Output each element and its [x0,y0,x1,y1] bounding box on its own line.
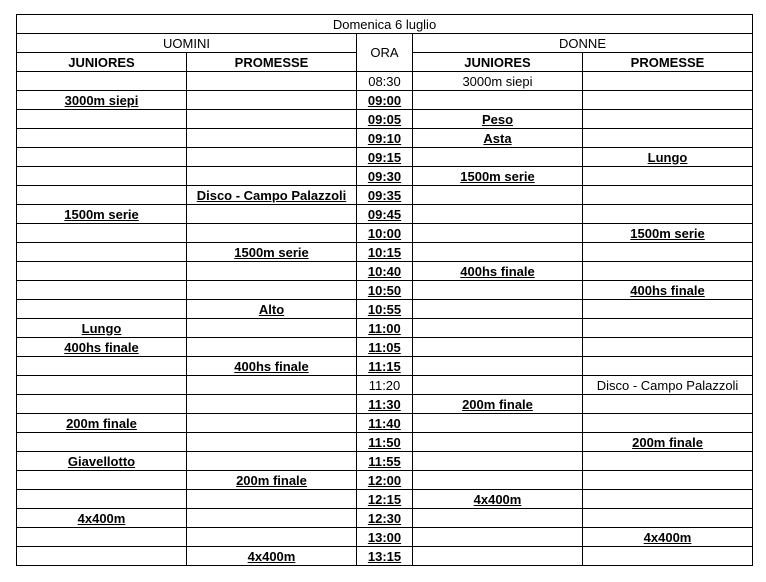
time-label: 09:35 [367,187,402,203]
cell-time [357,471,413,490]
cell-donne-promesse [583,547,753,566]
cell-donne-juniores [413,452,583,471]
cell-donne-juniores [413,186,583,205]
cell-time [357,224,413,243]
header-uomini-promesse: PROMESSE [187,53,357,72]
header-donne-promesse: PROMESSE [583,53,753,72]
cell-time [357,528,413,547]
cell-time [357,357,413,376]
cell-uomini-promesse [187,490,357,509]
table-row [17,281,753,300]
schedule-body [17,72,753,566]
time-label: 11:55 [368,453,401,469]
time-label: 11:20 [368,377,401,393]
cell-uomini-juniores [17,490,187,509]
cell-donne-promesse [583,224,753,243]
event-label: 4x400m [473,491,522,507]
table-row [17,528,753,547]
cell-donne-juniores [413,72,583,91]
cell-uomini-juniores [17,547,187,566]
cell-time [357,205,413,224]
time-label: 09:00 [367,92,402,108]
time-label: 10:40 [367,263,402,279]
cell-uomini-juniores [17,205,187,224]
event-label: Disco - Campo Palazzoli [596,377,739,393]
schedule-title: Domenica 6 luglio [17,15,753,34]
cell-donne-juniores [413,167,583,186]
event-label: Giavellotto [67,453,136,469]
header-donne-juniores: JUNIORES [413,53,583,72]
cell-time [357,148,413,167]
time-label: 12:15 [367,491,402,507]
cell-donne-juniores [413,395,583,414]
cell-donne-juniores [413,110,583,129]
time-label: 11:05 [368,339,401,355]
cell-uomini-promesse [187,148,357,167]
cell-donne-promesse [583,262,753,281]
cell-time [357,91,413,110]
time-label: 09:45 [367,206,402,222]
table-row [17,452,753,471]
cell-donne-promesse [583,110,753,129]
cell-donne-promesse [583,395,753,414]
cell-donne-juniores [413,224,583,243]
cell-uomini-juniores [17,433,187,452]
cell-donne-juniores [413,281,583,300]
cell-uomini-promesse [187,338,357,357]
cell-uomini-juniores [17,471,187,490]
cell-uomini-juniores [17,452,187,471]
cell-uomini-promesse [187,471,357,490]
cell-uomini-promesse [187,395,357,414]
cell-uomini-promesse [187,376,357,395]
cell-time [357,509,413,528]
time-label: 13:00 [367,529,402,545]
cell-uomini-juniores [17,262,187,281]
cell-uomini-juniores [17,243,187,262]
cell-uomini-promesse [187,509,357,528]
cell-donne-promesse [583,338,753,357]
time-label: 08:30 [368,73,401,89]
table-row [17,205,753,224]
cell-time [357,338,413,357]
cell-donne-promesse [583,433,753,452]
table-row [17,110,753,129]
cell-uomini-promesse [187,281,357,300]
cell-uomini-promesse [187,72,357,91]
cell-uomini-juniores [17,319,187,338]
table-row [17,338,753,357]
cell-donne-promesse [583,490,753,509]
cell-donne-juniores [413,433,583,452]
cell-uomini-juniores [17,186,187,205]
time-label: 11:50 [368,434,401,450]
cell-uomini-promesse [187,357,357,376]
table-row [17,376,753,395]
table-row [17,167,753,186]
cell-uomini-juniores [17,300,187,319]
cell-uomini-promesse [187,452,357,471]
cell-uomini-juniores [17,414,187,433]
cell-time [357,490,413,509]
cell-donne-promesse [583,243,753,262]
time-label: 10:50 [367,282,402,298]
cell-uomini-promesse [187,528,357,547]
table-row [17,395,753,414]
time-label: 11:30 [368,396,401,412]
cell-uomini-promesse [187,186,357,205]
cell-donne-juniores [413,129,583,148]
cell-donne-juniores [413,414,583,433]
cell-donne-juniores [413,205,583,224]
cell-donne-juniores [413,91,583,110]
cell-donne-promesse [583,129,753,148]
table-row [17,547,753,566]
table-row [17,224,753,243]
cell-donne-promesse [583,528,753,547]
time-label: 12:00 [367,472,402,488]
event-label: 1500m serie [630,225,705,241]
time-label: 10:15 [367,244,402,260]
cell-time [357,395,413,414]
cell-time [357,281,413,300]
event-label: 4x400m [247,548,296,564]
cell-donne-juniores [413,376,583,395]
table-row [17,243,753,262]
cell-uomini-promesse [187,433,357,452]
cell-time [357,110,413,129]
cell-donne-promesse [583,186,753,205]
cell-donne-juniores [413,357,583,376]
table-row [17,186,753,205]
cell-donne-juniores [413,490,583,509]
cell-time [357,376,413,395]
cell-time [357,452,413,471]
table-row [17,490,753,509]
cell-time [357,319,413,338]
cell-donne-juniores [413,148,583,167]
table-row [17,433,753,452]
cell-donne-promesse [583,91,753,110]
cell-uomini-promesse [187,110,357,129]
header-uomini-juniores: JUNIORES [17,53,187,72]
cell-donne-promesse [583,509,753,528]
time-label: 09:15 [367,149,402,165]
cell-donne-promesse [583,148,753,167]
cell-time [357,167,413,186]
cell-uomini-promesse [187,205,357,224]
event-label: 400hs finale [460,263,535,279]
event-label: 400hs finale [64,339,139,355]
cell-uomini-promesse [187,414,357,433]
table-row [17,357,753,376]
schedule-table [16,14,753,566]
cell-uomini-juniores [17,224,187,243]
event-label: 4x400m [643,529,692,545]
header-ora: ORA [357,34,413,72]
cell-uomini-promesse [187,262,357,281]
event-label: 3000m siepi [64,92,139,108]
cell-time [357,262,413,281]
table-row [17,319,753,338]
cell-time [357,547,413,566]
cell-donne-promesse [583,452,753,471]
cell-uomini-promesse [187,243,357,262]
cell-donne-promesse [583,319,753,338]
time-label: 10:00 [367,225,402,241]
time-label: 11:40 [368,415,401,431]
cell-donne-promesse [583,281,753,300]
cell-uomini-juniores [17,395,187,414]
group-header-row [17,34,753,53]
table-row [17,72,753,91]
event-label: 1500m serie [234,244,309,260]
time-label: 11:15 [368,358,401,374]
event-label: Alto [258,301,285,317]
cell-uomini-promesse [187,129,357,148]
cell-uomini-juniores [17,72,187,91]
cell-donne-promesse [583,357,753,376]
cell-uomini-juniores [17,110,187,129]
cell-donne-juniores [413,547,583,566]
cell-donne-juniores [413,300,583,319]
cell-donne-promesse [583,471,753,490]
cell-donne-promesse [583,205,753,224]
event-label: 200m finale [236,472,307,488]
cell-time [357,186,413,205]
cell-uomini-promesse [187,547,357,566]
header-uomini: UOMINI [17,34,357,53]
cell-time [357,300,413,319]
time-label: 12:30 [367,510,402,526]
table-row [17,414,753,433]
time-label: 09:05 [367,111,402,127]
cell-donne-juniores [413,243,583,262]
cell-time [357,129,413,148]
event-label: 200m finale [462,396,533,412]
time-label: 09:30 [367,168,402,184]
time-label: 09:10 [367,130,402,146]
cell-donne-juniores [413,319,583,338]
table-row [17,91,753,110]
cell-uomini-juniores [17,129,187,148]
event-label: 200m finale [632,434,703,450]
event-label: 1500m serie [460,168,535,184]
header-donne: DONNE [413,34,753,53]
cell-donne-promesse [583,300,753,319]
event-label: 3000m siepi [462,73,533,89]
cell-uomini-juniores [17,167,187,186]
cell-donne-juniores [413,528,583,547]
table-row [17,509,753,528]
table-row [17,148,753,167]
event-label: Peso [481,111,514,127]
event-label: 400hs finale [234,358,309,374]
cell-donne-promesse [583,72,753,91]
event-label: Lungo [647,149,688,165]
cell-uomini-promesse [187,91,357,110]
cell-uomini-juniores [17,376,187,395]
cell-donne-promesse [583,414,753,433]
event-label: 400hs finale [630,282,705,298]
cell-donne-juniores [413,471,583,490]
event-label: Lungo [81,320,122,336]
event-label: Asta [483,130,512,146]
table-row [17,262,753,281]
cell-uomini-juniores [17,281,187,300]
event-label: 200m finale [66,415,137,431]
cell-uomini-promesse [187,167,357,186]
cell-donne-promesse [583,376,753,395]
cell-time [357,72,413,91]
time-label: 13:15 [367,548,402,564]
cell-uomini-juniores [17,338,187,357]
time-label: 10:55 [367,301,402,317]
cell-uomini-promesse [187,300,357,319]
event-label: 4x400m [77,510,126,526]
cell-uomini-juniores [17,357,187,376]
time-label: 11:00 [368,320,401,336]
cell-time [357,414,413,433]
cell-donne-juniores [413,262,583,281]
cell-uomini-juniores [17,148,187,167]
cell-uomini-juniores [17,509,187,528]
event-label: 1500m serie [64,206,139,222]
cell-donne-promesse [583,167,753,186]
cell-uomini-juniores [17,91,187,110]
cell-uomini-juniores [17,528,187,547]
table-row [17,300,753,319]
cell-donne-juniores [413,509,583,528]
cell-uomini-promesse [187,319,357,338]
table-row [17,471,753,490]
table-row [17,129,753,148]
cell-donne-juniores [413,338,583,357]
cell-time [357,243,413,262]
event-label: Disco - Campo Palazzoli [196,187,347,203]
cell-time [357,433,413,452]
title-row [17,15,753,34]
cell-uomini-promesse [187,224,357,243]
